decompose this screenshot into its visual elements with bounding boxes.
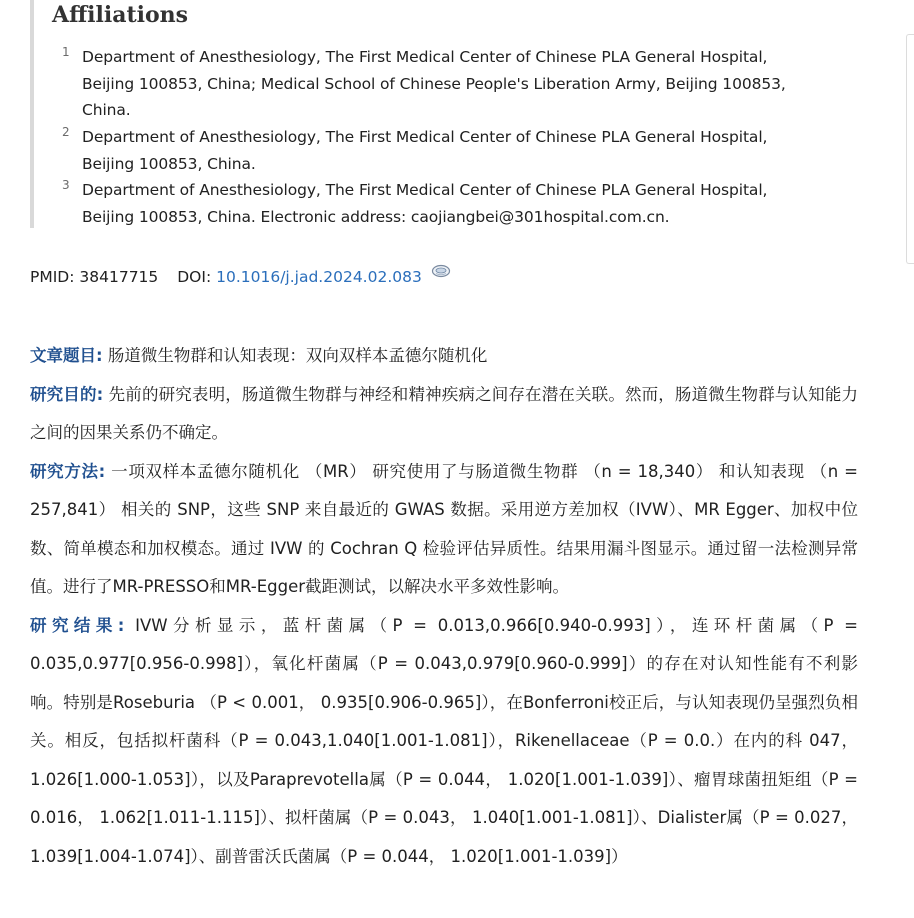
abstract-methods (30, 453, 858, 607)
methods-label: 研究方法: (30, 461, 106, 481)
doi-label: DOI: (177, 268, 212, 286)
affiliation-text: Department of Anesthesiology, The First Medical Center of Chinese PLA General Hospital, Beijing 100853, China; Medical School of Chinese People's Liberation Army, Beijing 100853, China. (82, 48, 786, 119)
affiliations-section (30, 0, 834, 228)
methods-text: 一项双样本孟德尔随机化 （MR） 研究使用了与肠道微生物群 （n = 18,340） 和认知表现 （n = 257,841） 相关的 SNP，这些 SNP 来自最近的 GWAS 数据。采用逆方差加权（IVW）、MR Egger、加权中位数、简单模态和加权模态。通过 IVW 的 Cochran Q 检验评估异质性。结果用漏斗图显示。通过留一法检测异常值。进行了MR-PRESSO和MR-Egger截距测试，以解决水平多效性影响。 (30, 461, 858, 596)
affiliations-heading: Affiliations (52, 2, 189, 28)
side-panel-edge (906, 34, 914, 264)
purpose-label: 研究目的: (30, 384, 104, 404)
article-identifiers (30, 264, 451, 286)
affiliation-text: Department of Anesthesiology, The First Medical Center of Chinese PLA General Hospital, Beijing 100853, China. (82, 128, 768, 173)
affiliation-number: 1 (62, 45, 70, 59)
affiliation-number: 2 (62, 125, 70, 139)
affiliation-number: 3 (62, 178, 70, 192)
title-label: 文章题目: (30, 346, 103, 365)
abstract-title (30, 337, 858, 376)
results-text: IVW分析显示，蓝杆菌属（P = 0.013,0.966[0.940-0.993]），连环杆菌属（P = 0.035,0.977[0.956-0.998]），氧化杆菌属（P = 0.043,0.979[0.960-0.999]）的存在对认知性能有不利影响。特别是Roseburia （P < 0.001， 0.935[0.906-0.965]），在Bonferroni校正后，与认知表现仍呈强烈负相关。相反，包括拟杆菌科（P = 0.043,1.040[1.001-1.081]），Rikenellaceae（P = 0.0.）在内的科 047， 1.026[1.000-1.053]），以及Paraprevotella属（P = 0.044， 1.020[1.001-1.039]）、瘤胃球菌扭矩组（P = 0.016， 1.062[1.011-1.115]）、拟杆菌属（P = 0.043， 1.040[1.001-1.081]）、Dialister属（P = 0.027， 1.039[1.004-1.074]）、副普雷沃氏菌属（P = 0.044， 1.020[1.001-1.039]） (30, 615, 858, 866)
doi-link[interactable]: 10.1016/j.jad.2024.02.083 (216, 268, 422, 286)
pmid-label: PMID: (30, 268, 75, 286)
purpose-text: 先前的研究表明，肠道微生物群与神经和精神疾病之间存在潜在关联。然而，肠道微生物群与认知能力之间的因果关系仍不确定。 (30, 384, 858, 442)
affiliation-text: Department of Anesthesiology, The First Medical Center of Chinese PLA General Hospital, Beijing 100853, China. Electronic address: caojiangbei@301hospital.com.cn. (82, 181, 768, 226)
pmid-value: 38417715 (79, 268, 159, 286)
abstract-purpose (30, 376, 858, 453)
abstract-results (30, 607, 858, 877)
chinese-abstract (30, 337, 858, 876)
title-text: 肠道微生物群和认知表现：双向双样本孟德尔随机化 (102, 346, 488, 365)
external-link-icon[interactable] (431, 264, 451, 278)
results-label: 研究结果: (30, 615, 125, 635)
